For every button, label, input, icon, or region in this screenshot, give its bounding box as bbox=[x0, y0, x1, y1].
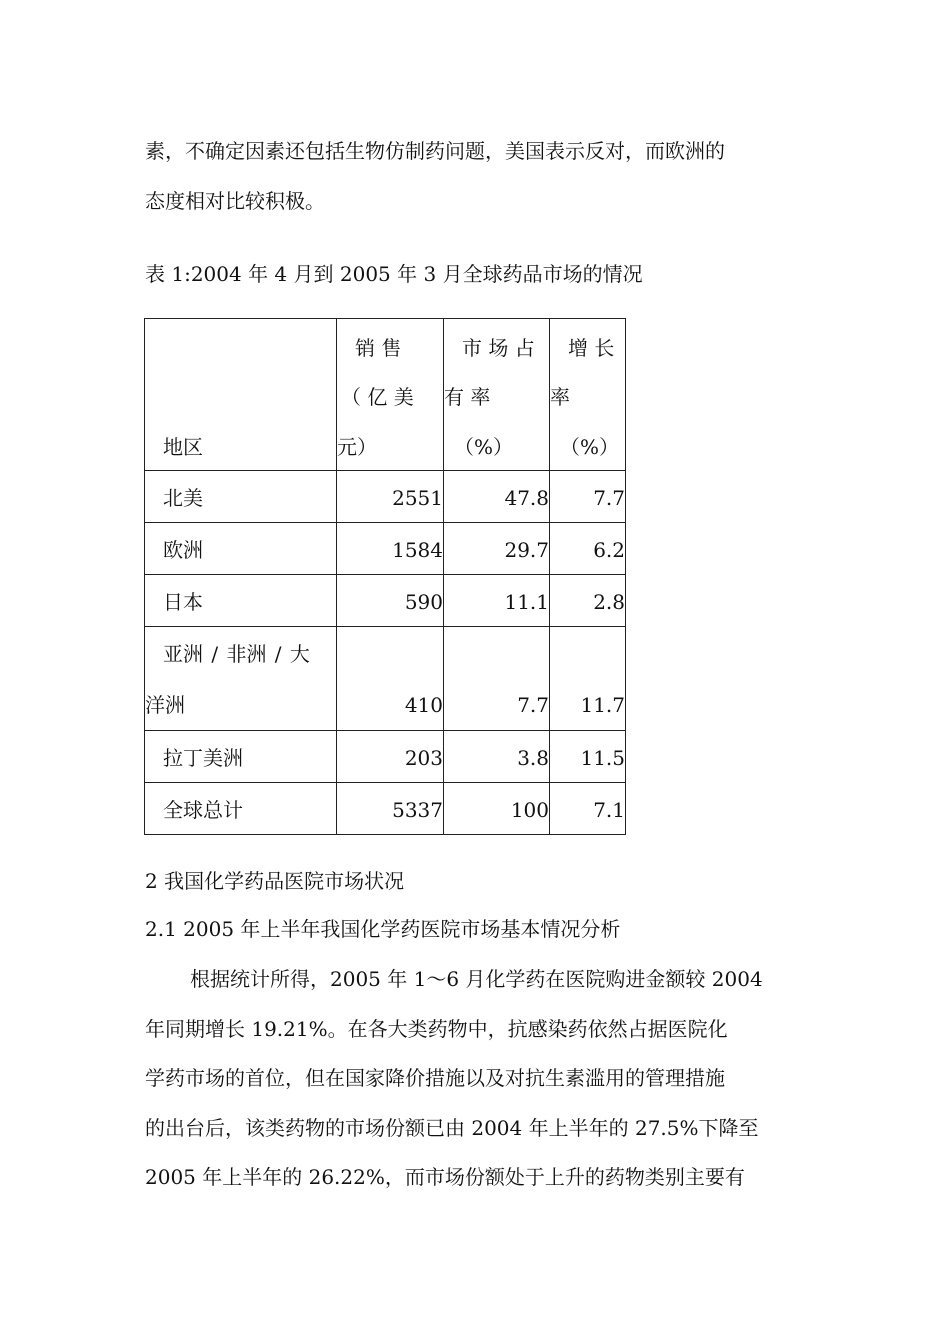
paragraph-line: 素，不确定因素还包括生物仿制药问题，美国表示反对，而欧洲的 bbox=[145, 139, 725, 163]
table-row bbox=[145, 627, 626, 731]
region-cell-line1: 亚洲 / 非洲 / 大 bbox=[163, 642, 310, 666]
region-cell: 欧洲 bbox=[163, 538, 203, 562]
table-caption: 表 1:2004 年 4 月到 2005 年 3 月全球药品市场的情况 bbox=[145, 262, 643, 286]
header-sales-line1: 销 售 bbox=[355, 336, 402, 360]
paragraph-line: 态度相对比较积极。 bbox=[145, 189, 325, 213]
growth-cell: 7.7 bbox=[593, 486, 625, 510]
region-cell-line2: 洋洲 bbox=[145, 693, 185, 717]
paragraph-line: 2005 年上半年的 26.22%，而市场份额处于上升的药物类别主要有 bbox=[145, 1165, 745, 1189]
sales-cell: 5337 bbox=[392, 798, 443, 822]
header-growth-line3: （%） bbox=[560, 435, 620, 459]
header-sales-line3: 元） bbox=[337, 435, 377, 459]
region-cell: 北美 bbox=[163, 486, 203, 510]
sales-cell: 2551 bbox=[392, 486, 443, 510]
growth-cell: 2.8 bbox=[593, 590, 625, 614]
table-header-row bbox=[145, 319, 626, 471]
header-share-line3: （%） bbox=[454, 435, 514, 459]
region-cell: 全球总计 bbox=[163, 798, 243, 822]
share-cell: 47.8 bbox=[504, 486, 549, 510]
section-heading: 2 我国化学药品医院市场状况 bbox=[145, 869, 405, 893]
header-region: 地区 bbox=[163, 435, 203, 459]
share-cell: 100 bbox=[510, 798, 549, 822]
header-growth-line2: 率 bbox=[550, 385, 570, 409]
header-growth-line1: 增 长 bbox=[568, 336, 615, 360]
header-cell-region bbox=[145, 319, 337, 471]
table-row bbox=[145, 471, 626, 523]
growth-cell: 7.1 bbox=[593, 798, 625, 822]
paragraph-line: 年同期增长 19.21%。在各大类药物中，抗感染药依然占据医院化 bbox=[145, 1017, 728, 1041]
table-row bbox=[145, 523, 626, 575]
table-row bbox=[145, 783, 626, 835]
paragraph-line: 根据统计所得，2005 年 1～6 月化学药在医院购进金额较 2004 bbox=[190, 967, 763, 991]
header-share-line1: 市 场 占 bbox=[462, 336, 535, 360]
sales-cell: 1584 bbox=[392, 538, 443, 562]
share-cell: 11.1 bbox=[504, 590, 549, 614]
paragraph-line: 的出台后，该类药物的市场份额已由 2004 年上半年的 27.5%下降至 bbox=[145, 1116, 759, 1140]
header-sales-line2: （ 亿 美 bbox=[341, 385, 414, 409]
header-cell-sales bbox=[337, 319, 444, 471]
table-row bbox=[145, 575, 626, 627]
table-row bbox=[145, 731, 626, 783]
share-cell: 29.7 bbox=[504, 538, 549, 562]
market-table bbox=[144, 318, 626, 835]
growth-cell: 11.7 bbox=[580, 693, 625, 717]
header-share-line2: 有 率 bbox=[444, 385, 491, 409]
header-cell-growth bbox=[550, 319, 626, 471]
share-cell: 3.8 bbox=[517, 746, 549, 770]
region-cell: 日本 bbox=[163, 590, 203, 614]
region-cell: 拉丁美洲 bbox=[163, 746, 243, 770]
header-cell-share bbox=[444, 319, 550, 471]
paragraph-line: 学药市场的首位，但在国家降价措施以及对抗生素滥用的管理措施 bbox=[145, 1066, 725, 1090]
sales-cell: 203 bbox=[404, 746, 443, 770]
share-cell: 7.7 bbox=[517, 693, 549, 717]
subsection-heading: 2.1 2005 年上半年我国化学药医院市场基本情况分析 bbox=[145, 917, 621, 941]
sales-cell: 590 bbox=[404, 590, 443, 614]
growth-cell: 6.2 bbox=[593, 538, 625, 562]
sales-cell: 410 bbox=[404, 693, 443, 717]
growth-cell: 11.5 bbox=[580, 746, 625, 770]
